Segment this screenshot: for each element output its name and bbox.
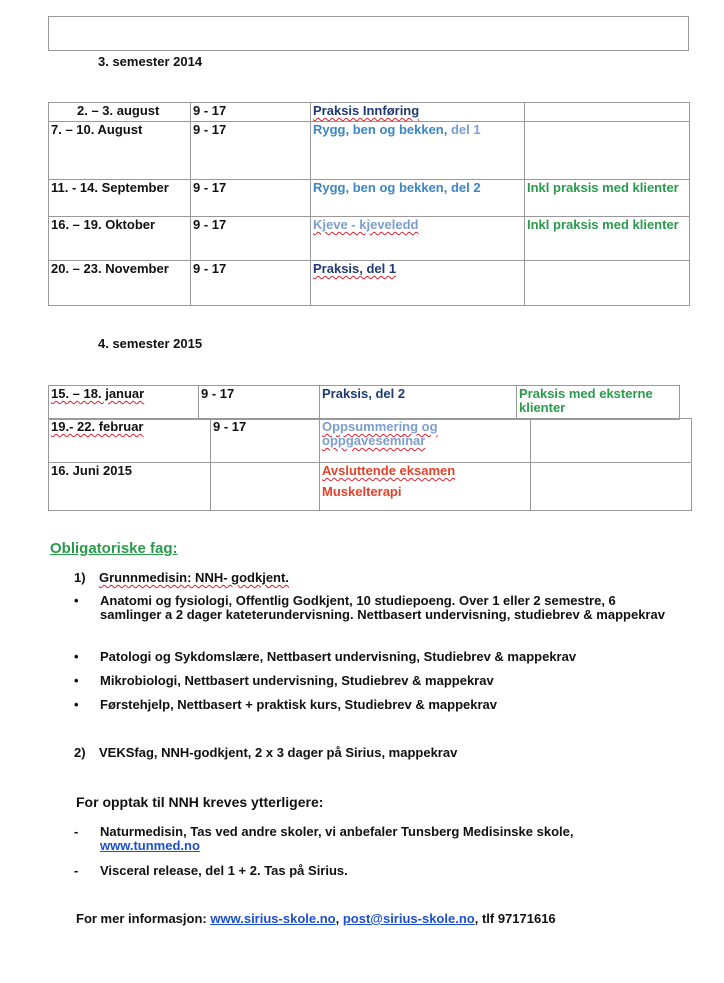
date-cell: 7. – 10. August [49,122,191,180]
time-cell: 9 - 17 [191,180,311,217]
item-number: 1) [74,570,86,585]
topic-text: Praksis Innføring [313,103,420,118]
time-cell: 9 - 17 [191,103,311,122]
note-cell [525,103,690,122]
topic-cell: Praksis, del 2 [320,386,517,420]
email-link[interactable]: post@sirius-skole.no [342,911,475,926]
list-item [74,825,674,853]
dash-mark: - [74,863,79,878]
note-cell [525,122,690,180]
semester-3-heading: 3. semester 2014 [98,54,203,69]
note-cell: Inkl praksis med klienter [525,217,690,261]
note-cell [525,261,690,306]
table-row [49,180,690,217]
table-row [49,103,690,122]
requirement-text [100,825,674,853]
note-cell: Praksis med eksterne klienter [517,386,680,420]
note-cell [531,463,692,511]
note-cell [531,419,692,463]
list-item [74,864,674,878]
date-cell: 11. - 14. September [49,180,191,217]
top-box [48,16,689,51]
topic-line-1: Avsluttende eksamen [322,463,456,478]
topic-cell [311,122,525,180]
date-cell [49,419,211,463]
semester-3-table [48,102,690,306]
bullet-mark: • [74,649,79,664]
note-cell: Inkl praksis med klienter [525,180,690,217]
requirements-heading: For opptak til NNH kreves ytterligere: [76,794,324,810]
list-item [74,650,674,664]
topic-text-a: Rygg, ben og bekken, [313,122,448,137]
time-cell: 9 - 17 [191,217,311,261]
website-link[interactable]: www.sirius-skole.no [210,911,336,926]
bullet-text: Patologi og Sykdomslære, Nettbasert undervisning, Studiebrev & mappekrav [100,649,577,664]
footer-separator: , [335,911,340,926]
time-cell [211,463,320,511]
bullet-text: Anatomi og fysiologi, Offentlig Godkjent, 10 studiepoeng. Over 1 eller 2 semestre, 6 samlinger a 2 dager kateterundervisning. Nettbasert undervisning, studiebrev & mappekrav [100,593,665,622]
table-row [49,386,680,420]
date-text: 15. – 18. januar [51,386,145,401]
date-text: 19.- 22. februar [51,419,144,434]
topic-line-2: Muskelterapi [322,484,402,499]
tunmed-link[interactable]: www.tunmed.no [100,838,200,853]
table-row [49,463,692,511]
date-cell: 16. Juni 2015 [49,463,211,511]
topic-cell [320,419,531,463]
time-cell: 9 - 17 [211,419,320,463]
bullet-text: Førstehjelp, Nettbasert + praktisk kurs, Studiebrev & mappekrav [100,697,498,712]
item-text: VEKSfag, NNH-godkjent, 2 x 3 dager på Sirius, mappekrav [99,745,458,760]
requirement-text-main: Naturmedisin, Tas ved andre skoler, vi anbefaler Tunsberg Medisinske skole, [100,824,574,839]
topic-cell [311,261,525,306]
table-row [49,419,692,463]
topic-text-b: del 1 [450,122,481,137]
dash-mark: - [74,824,79,839]
list-item [74,594,674,622]
date-cell: 20. – 23. November [49,261,191,306]
footer-info [76,911,556,926]
topic-cell: Rygg, ben og bekken, del 2 [311,180,525,217]
item-text: Grunnmedisin: NNH- godkjent. [99,570,289,585]
table-row [49,261,690,306]
semester-4-table-row1 [48,385,680,420]
topic-cell [320,463,531,511]
date-cell [49,386,199,420]
table-row [49,217,690,261]
time-cell: 9 - 17 [191,122,311,180]
bullet-text: Mikrobiologi, Nettbasert undervisning, Studiebrev & mappekrav [100,673,494,688]
topic-text: Oppsummering og oppgaveseminar [322,419,438,448]
footer-phone: , tlf 97171616 [474,911,556,926]
numbered-item-1 [74,570,289,585]
semester-4-heading: 4. semester 2015 [98,336,203,351]
bullet-mark: • [74,697,79,712]
list-item [74,674,674,688]
numbered-item-2 [74,745,457,760]
time-cell: 9 - 17 [199,386,320,420]
semester-4-table [48,418,692,511]
list-item [74,698,674,712]
bullet-mark: • [74,673,79,688]
date-cell: 16. – 19. Oktober [49,217,191,261]
date-cell: 2. – 3. august [49,103,191,122]
requirement-text: Visceral release, del 1 + 2. Tas på Sirius. [100,863,348,878]
topic-cell [311,217,525,261]
table-row [49,122,690,180]
topic-text: Praksis, del 1 [313,261,397,276]
item-number: 2) [74,745,86,760]
topic-cell [311,103,525,122]
topic-text: Kjeve - kjeveledd [313,217,419,232]
time-cell: 9 - 17 [191,261,311,306]
bullet-mark: • [74,593,79,608]
obligatory-heading: Obligatoriske fag: [50,540,178,557]
footer-prefix: For mer informasjon: [76,911,207,926]
